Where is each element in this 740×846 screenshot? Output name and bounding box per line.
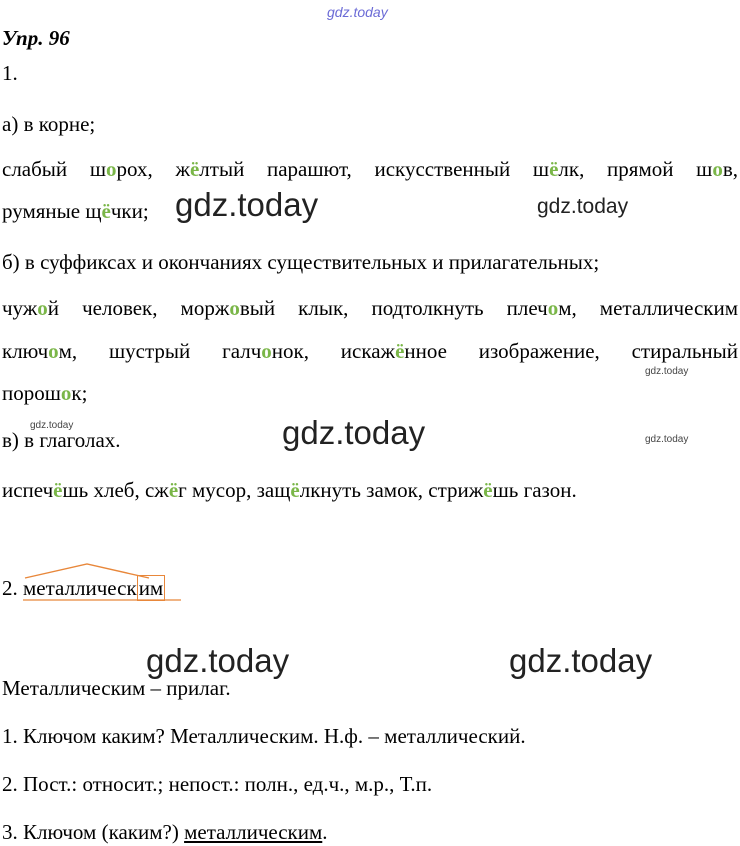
morpheme-word xyxy=(23,576,165,600)
watermark-small-3: gdz.today xyxy=(645,434,689,445)
watermark-big-1: gdz.today xyxy=(175,186,319,223)
section-b-line-3 xyxy=(2,381,87,405)
highlighted-vowel: о xyxy=(261,339,272,363)
text-segment: лтый парашют, искусственный ш xyxy=(199,157,550,181)
highlighted-vowel: о xyxy=(229,296,240,320)
highlighted-vowel: о xyxy=(547,296,559,320)
watermark-small-1: gdz.today xyxy=(645,366,689,377)
watermark-big-3: gdz.today xyxy=(146,642,290,679)
highlighted-vowel: ё xyxy=(53,478,63,502)
text-segment: испеч xyxy=(2,478,54,502)
text-segment: чуж xyxy=(2,296,38,320)
watermark-big-4: gdz.today xyxy=(509,642,653,679)
section-b-line-1 xyxy=(2,296,738,320)
parse-point-1: 1. Ключом каким? Металлическим. Н.ф. – металлический. xyxy=(2,724,526,748)
highlighted-vowel: ё xyxy=(483,478,493,502)
section-c-line-1 xyxy=(2,478,577,502)
text-segment: в, xyxy=(722,157,739,181)
highlighted-vowel: о xyxy=(106,157,117,181)
text-segment: к; xyxy=(71,381,88,405)
parse-point-3-prefix: 3. Ключом (каким?) xyxy=(2,820,185,844)
watermark-mid-1: gdz.today xyxy=(537,195,629,218)
text-segment: нок, искаж xyxy=(271,339,396,363)
section-a-line-1 xyxy=(2,157,738,181)
item-2-line xyxy=(2,576,165,600)
highlighted-vowel: ё xyxy=(101,199,111,223)
highlighted-vowel: о xyxy=(37,296,48,320)
text-segment: шь хлеб, сж xyxy=(62,478,169,502)
text-segment: м, шустрый галч xyxy=(58,339,262,363)
section-c-heading: в) в глаголах. xyxy=(2,428,121,452)
parse-point-3 xyxy=(2,820,328,844)
text-segment: лк, прямой ш xyxy=(558,157,713,181)
parse-point-3-word: металлическим xyxy=(184,820,323,844)
text-segment: рох, ж xyxy=(116,157,190,181)
text-segment: чки; xyxy=(110,199,149,223)
highlighted-vowel: ё xyxy=(395,339,405,363)
section-a-line-2 xyxy=(2,199,149,223)
highlighted-vowel: о xyxy=(60,381,72,405)
text-segment: нное изображение, стиральный xyxy=(404,339,738,363)
text-segment: слабый ш xyxy=(2,157,107,181)
text-segment: ключ xyxy=(2,339,49,363)
text-segment: г мусор, защ xyxy=(178,478,291,502)
highlighted-vowel: ё xyxy=(290,478,300,502)
word-ending-box: им xyxy=(138,576,164,600)
text-segment: румяные щ xyxy=(2,199,102,223)
text-segment: м, металлическим xyxy=(558,296,738,320)
item-2-number: 2. xyxy=(2,576,18,600)
text-segment: вый клык, подтолкнуть плеч xyxy=(239,296,548,320)
section-b-line-2 xyxy=(2,339,738,363)
exercise-title: Упр. 96 xyxy=(2,26,70,50)
watermark-small-2: gdz.today xyxy=(30,420,74,431)
parse-point-2: 2. Пост.: относит.; непост.: полн., ед.ч., м.р., Т.п. xyxy=(2,772,433,796)
parse-heading: Металлическим – прилаг. xyxy=(2,676,231,700)
word-stem: металлическ xyxy=(23,576,137,600)
text-segment: порош xyxy=(2,381,61,405)
highlighted-vowel: о xyxy=(48,339,59,363)
highlighted-vowel: ё xyxy=(168,478,179,502)
highlighted-vowel: ё xyxy=(189,157,200,181)
section-b-heading: б) в суффиксах и окончаниях существительных и прилагательных; xyxy=(2,250,600,274)
highlighted-vowel: ё xyxy=(549,157,559,181)
text-segment: лкнуть замок, стриж xyxy=(299,478,484,502)
text-segment: шь газон. xyxy=(492,478,577,502)
section-a-heading: а) в корне; xyxy=(2,112,96,136)
parse-point-3-suffix: . xyxy=(322,820,328,844)
text-segment: й человек, морж xyxy=(47,296,230,320)
watermark-top: gdz.today xyxy=(327,4,388,20)
watermark-big-2: gdz.today xyxy=(282,414,426,451)
item-1-number: 1. xyxy=(2,61,18,85)
highlighted-vowel: о xyxy=(712,157,723,181)
